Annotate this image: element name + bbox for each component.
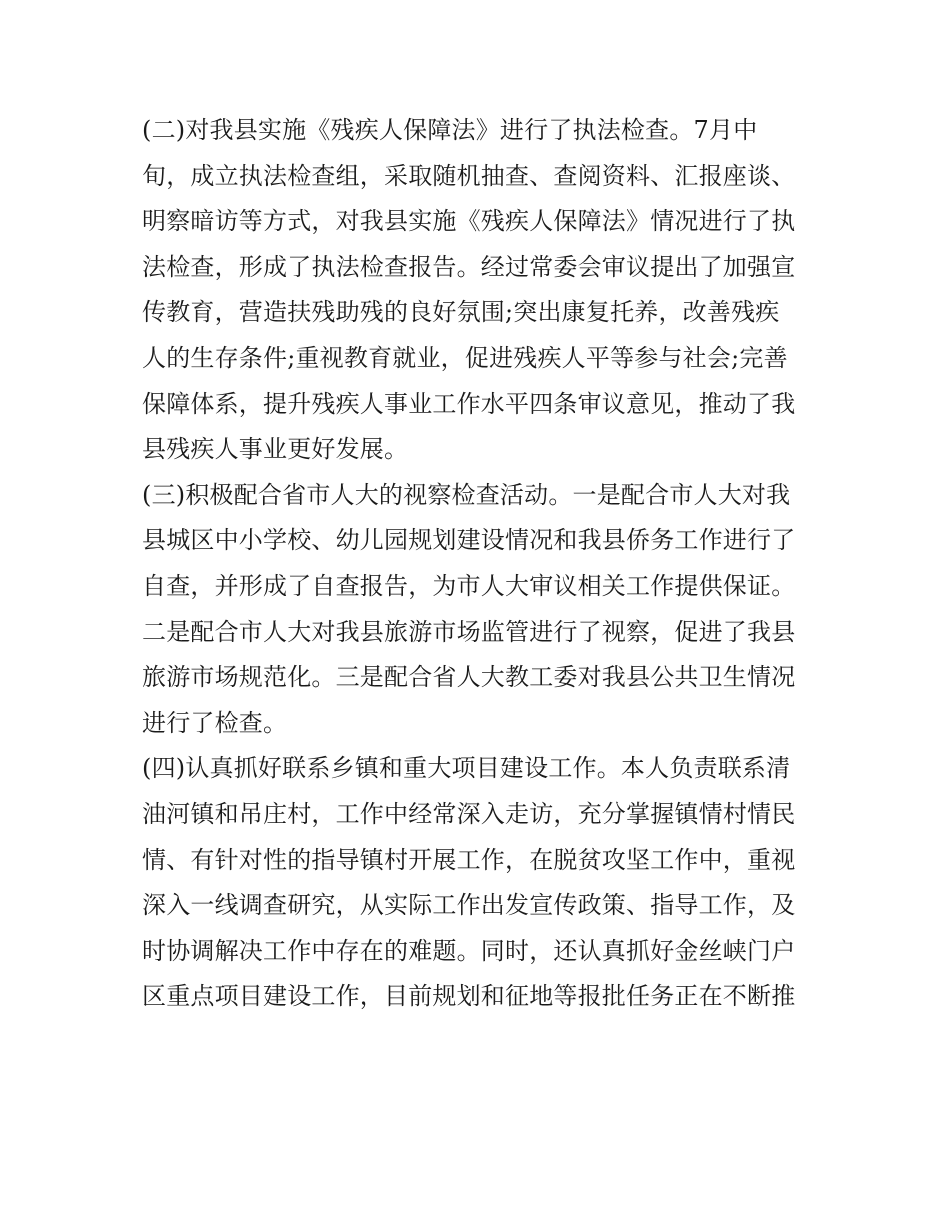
text-line-17: 情、有针对性的指导镇村开展工作，在脱贫攻坚工作中，重视	[142, 845, 796, 874]
text-line-13: 旅游市场规范化。三是配合省人大教工委对我县公共卫生情况	[142, 663, 796, 692]
text-line-4: 法检查，形成了执法检查报告。经过常委会审议提出了加强宣	[142, 252, 796, 281]
text-line-18: 深入一线调查研究，从实际工作出发宣传政策、指导工作，及	[142, 891, 796, 920]
text-line-11: 自查，并形成了自查报告，为市人大审议相关工作提供保证。	[142, 571, 796, 600]
text-line-8: 县残疾人事业更好发展。	[142, 435, 409, 464]
document-body	[142, 108, 822, 1020]
text-line-5: 传教育，营造扶残助残的良好氛围;突出康复托养，改善残疾	[142, 298, 780, 327]
text-line-14: 进行了检查。	[142, 708, 288, 737]
text-line-16: 油河镇和吊庄村，工作中经常深入走访，充分掌握镇情村情民	[142, 799, 796, 828]
text-line-6: 人的生存条件;重视教育就业，促进残疾人平等参与社会;完善	[142, 343, 788, 372]
text-line-20: 区重点项目建设工作，目前规划和征地等报批任务正在不断推	[142, 982, 796, 1011]
text-line-1: (二)对我县实施《残疾人保障法》进行了执法检查。7月中	[142, 116, 758, 144]
text-line-19: 时协调解决工作中存在的难题。同时，还认真抓好金丝峡门户	[142, 936, 796, 965]
text-line-15: (四)认真抓好联系乡镇和重大项目建设工作。本人负责联系清	[142, 754, 791, 783]
text-line-10: 县城区中小学校、幼儿园规划建设情况和我县侨务工作进行了	[142, 526, 796, 555]
text-line-12: 二是配合市人大对我县旅游市场监管进行了视察，促进了我县	[142, 617, 796, 646]
text-line-7: 保障体系，提升残疾人事业工作水平四条审议意见，推动了我	[142, 389, 796, 418]
text-line-9: (三)积极配合省市人大的视察检查活动。一是配合市人大对我	[142, 480, 791, 509]
text-line-2: 旬，成立执法检查组，采取随机抽查、查阅资料、汇报座谈、	[142, 161, 796, 190]
text-line-3: 明察暗访等方式，对我县实施《残疾人保障法》情况进行了执	[142, 207, 796, 236]
